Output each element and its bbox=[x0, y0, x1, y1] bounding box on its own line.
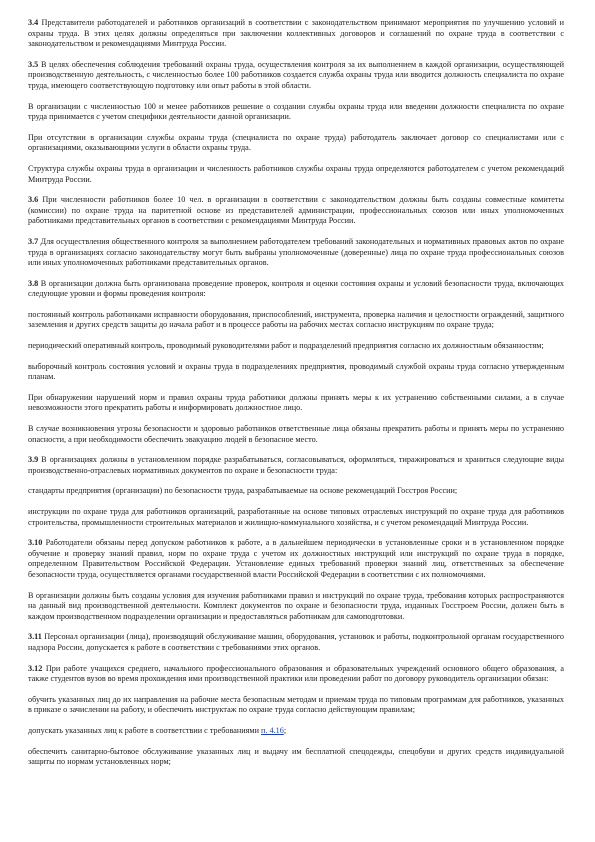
document-page bbox=[28, 18, 564, 778]
paragraph: 3.5 В целях обеспечения соблюдения требований охраны труда, осуществления контроля за их выполнением в каждой организации, осуществляющей производственную деятельность, с численностью более 100 работников создается служба охраны труда или вводится должность специалиста по охране труда, имеющего соответствующую подготовку или опыт работы в этой области. bbox=[28, 59, 564, 90]
paragraph: 3.9 В организациях должны в установленном порядке разрабатываться, согласовываться, оформляться, тиражироваться и храниться следующие виды производственно-отраслевых нормативных документов по охране и безопасности труда: bbox=[28, 455, 564, 475]
paragraph: 3.7 Для осуществления общественного контроля за выполнением работодателем требований законодательных и нормативных правовых актов по охране труда в организациях согласно законодательству могут быть выбраны уполномоченные (доверенные) лица по охране труда профессиональных союзов или иных уполномоченных работниками представительных органов. bbox=[28, 236, 564, 268]
paragraph: обеспечить санитарно-бытовое обслуживание указанных лиц и выдачу им бесплатной спецодежды, спецобуви и других средств индивидуальной защиты по нормам установленных норм; bbox=[28, 746, 564, 767]
paragraph: При обнаружении нарушений норм и правил охраны труда работники должны принять меры к их устранению собственными силами, а в случае невозможности этого прекратить работы и информировать должностное лицо. bbox=[28, 392, 564, 413]
paragraph: 3.8 В организации должна быть организована проведение проверок, контроля и оценки состояния охраны и условий безопасности труда, включающих следующие уровни и формы проведения контроля: bbox=[28, 278, 564, 299]
paragraph: 3.4 Представители работодателей и работников организаций в соответствии с законодательством принимают мероприятия по улучшению условий и охраны труда. В этих целях должны определяться при заключении коллективных договоров и соглашений по охране труда в соответствии с законодательством и рекомендациями Минтруда России. bbox=[28, 18, 564, 49]
paragraph: обучить указанных лиц до их направления на рабочие места безопасным методам и приемам труда по типовым программам для работников, указанных в приказе о зачислении на работу, и обеспечить инструктаж по охране труда согласно действующим правилам; bbox=[28, 694, 564, 715]
paragraph: допускать указанных лиц к работе в соответствии с требованиями п. 4.16; bbox=[28, 725, 287, 735]
paragraph: 3.6 При численности работников более 10 чел. в организации в соответствии с законодательством должны быть созданы совместные комитеты (комиссии) по охране труда на паритетной основе из представителей администрации, профессиональных союзов или иных уполномоченных работниками представительных органов в соответствии с рекомендациями Минтруда России. bbox=[28, 195, 564, 226]
paragraph: При отсутствии в организации службы охраны труда (специалиста по охране труда) работодатель заключает договор со специалистами или с организациями, оказывающими услуги в области охраны труда. bbox=[28, 132, 564, 153]
paragraph: В случае возникновения угрозы безопасности и здоровью работников ответственные лица обязаны прекратить работы и принять меры по устранению опасности, а при необходимости обеспечить эвакуацию людей в безопасное место. bbox=[28, 424, 564, 444]
paragraph: периодический оперативный контроль, проводимый руководителями работ и подразделений предприятия согласно их должностным обязанностям; bbox=[28, 341, 544, 351]
paragraph: В организации должны быть созданы условия для изучения работниками правил и инструкций по охране труда, требования которых распространяются на данный вид производственной деятельности. Комплект документов по охране и безопасности труда, изданных Госстроем России, должен быть в каждом производственном подразделении организации и предоставляться работникам для самоподготовки. bbox=[28, 590, 564, 621]
clause-link[interactable]: п. 4.16 bbox=[261, 725, 284, 735]
paragraph: постоянный контроль работниками исправности оборудования, приспособлений, инструмента, проверка наличия и целостности ограждений, защитного заземления и других средств защиты до начала работ и в процессе работы на рабочих местах согласно инструкциям по охране труда; bbox=[28, 309, 564, 330]
paragraph: выборочный контроль состояния условий и охраны труда в подразделениях предприятия, проводимый службой охраны труда согласно утвержденным планам. bbox=[28, 361, 564, 382]
paragraph: инструкции по охране труда для работников организаций, разработанные на основе типовых отраслевых инструкций по охране труда для работников строительства, промышленности строительных материалов и жилищно-коммунального хозяйства, и с учетом рекомендаций Минтруда России. bbox=[28, 507, 564, 527]
paragraph: В организации с численностью 100 и менее работников решение о создании службы охраны труда или введении должности специалиста по охране труда принимается с учетом специфики деятельности данной организации. bbox=[28, 101, 564, 122]
paragraph: 3.10 Работодатели обязаны перед допуском работников к работе, а в дальнейшем периодически в установленные сроки и в установленном порядке обучение и проверку знаний правил, норм по охране труда с учетом их должностных инструкций или инструкций по охране труда в порядке, определенном Правительством Российской Федерации. Установление единых требований проверки знаний лиц, ответственных за обеспечение безопасности труда, осуществляется органами государственной власти Российской Федерации в соответствии с их полномочиями. bbox=[28, 538, 564, 579]
paragraph: 3.12 При работе учащихся среднего, начального профессионального образования и образовательных учреждений основного общего образования, а также студентов вузов во время прохождения ими производственной практики или проведении работ по договору руководитель организации обязан: bbox=[28, 663, 564, 684]
paragraph: Структура службы охраны труда в организации и численность работников службы охраны труда определяются работодателем с учетом рекомендаций Минтруда России. bbox=[28, 163, 564, 184]
paragraph: стандарты предприятия (организации) по безопасности труда, разрабатываемые на основе рекомендаций Госстроя России; bbox=[28, 486, 458, 496]
paragraph: 3.11 Персонал организации (лица), производящий обслуживание машин, оборудования, установок и работы, подконтрольной органам государственного надзора России, допускается к работе в соответствии с требованиями этих органов. bbox=[28, 632, 564, 652]
